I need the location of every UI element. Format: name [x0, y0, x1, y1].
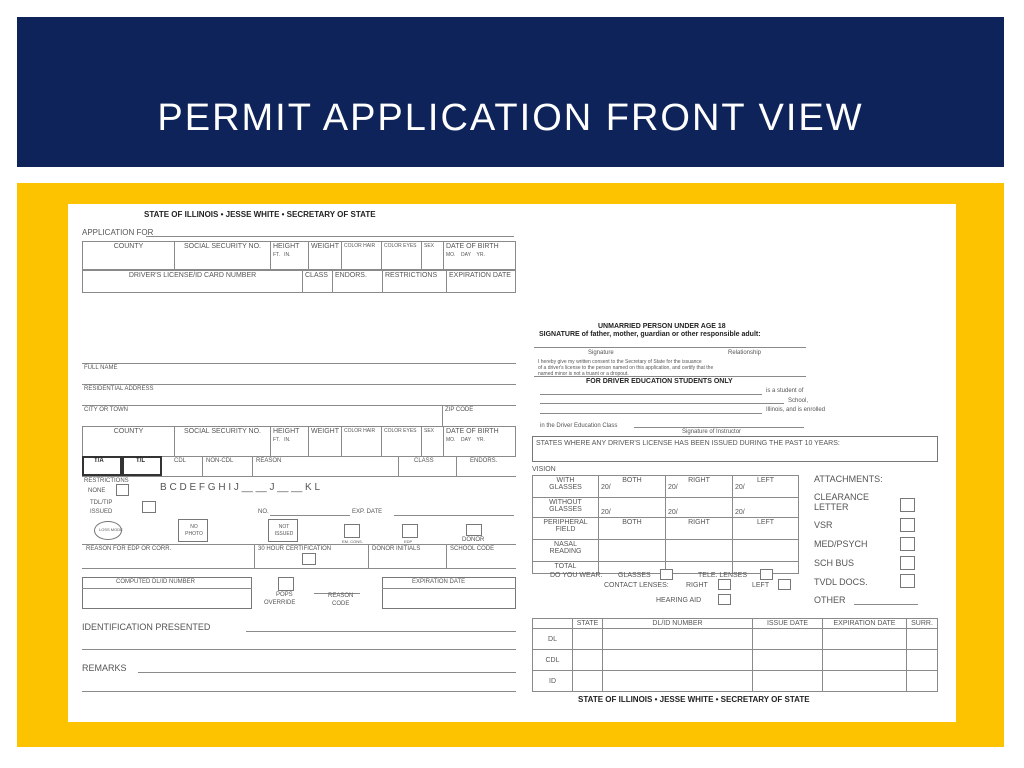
tdl-checkbox[interactable]: [142, 501, 156, 513]
tdl-label: TDL/TIP: [90, 500, 113, 506]
ta-label: T/A: [94, 458, 104, 464]
peripheral-label: PERIPHERAL: [543, 519, 588, 526]
with-label: WITH: [556, 477, 575, 484]
total-cell: TOTAL: [533, 562, 599, 574]
no-label: NO.: [258, 509, 269, 515]
permit-application-form: [68, 204, 956, 722]
history-id-exp: [823, 671, 907, 692]
type-div-4: [456, 456, 457, 476]
history-cdl-number: [603, 650, 753, 671]
not-issued-label: NOT ISSUED: [274, 524, 294, 537]
zip-divider: [442, 405, 443, 426]
vision-table: [532, 475, 799, 574]
with-glasses-label: GLASSES: [549, 484, 582, 491]
application-for-line: [146, 236, 514, 237]
signature-label: Signature: [588, 350, 614, 356]
consent-line-3: named minor is not a truant or a dropout.: [538, 371, 629, 377]
edp-label: EDP: [404, 539, 413, 544]
top-license-row2: [82, 270, 516, 293]
computed-dlid-divider: [82, 588, 252, 589]
wear-label: DO YOU WEAR:: [550, 572, 603, 579]
driver-ed-school: School,: [788, 398, 809, 404]
nasal-right: [666, 540, 733, 562]
tele-label: TELE. LENSES: [698, 572, 748, 579]
exp-line: [394, 515, 514, 516]
without-glasses-label: GLASSES: [549, 506, 582, 513]
restrictions-cell: RESTRICTIONS: [383, 271, 447, 293]
sex-cell: SEX: [422, 242, 444, 270]
other-label: OTHER: [814, 595, 846, 605]
top-license-table: [82, 241, 516, 270]
restriction-letters: B C D E F G H I J __ __ J __ __ K L: [160, 482, 321, 493]
history-cdl-state: [573, 650, 603, 671]
reason-div-1: [254, 544, 255, 568]
history-id-state: [573, 671, 603, 692]
with-left-ratio: 20/: [735, 484, 745, 491]
history-blank-header: [533, 619, 573, 629]
app-dob-day: DAY: [461, 437, 471, 443]
history-cdl-exp: [823, 650, 907, 671]
without-both-cell: 20/: [599, 498, 666, 518]
identification-line: [246, 631, 516, 632]
driver-ed-title: FOR DRIVER EDUCATION STUDENTS ONLY: [586, 378, 733, 385]
with-left-header: LEFT: [756, 477, 775, 484]
consent-line-2: of a driver's license to the person named on this application, and certify that the: [538, 365, 714, 371]
endors-cell: ENDORS.: [333, 271, 383, 293]
contact-left-label: LEFT: [752, 582, 770, 589]
without-glasses-cell: [533, 498, 599, 518]
height-label: HEIGHT: [273, 243, 300, 250]
address-label: RESIDENTIAL ADDRESS: [84, 386, 154, 392]
no-photo-label: NO PHOTO: [185, 524, 203, 537]
peripheral-right: RIGHT: [666, 518, 733, 540]
reading-label: READING: [549, 548, 582, 555]
address-top: [82, 384, 516, 385]
driver-ed-line-2: [540, 403, 784, 404]
without-label: WITHOUT: [549, 499, 582, 506]
application-for-label: APPLICATION FOR: [82, 228, 154, 237]
nasal-both: [599, 540, 666, 562]
remarks-line-2: [82, 691, 516, 692]
reason-row-bottom: [82, 568, 516, 569]
unmarried-subtitle: SIGNATURE of father, mother, guardian or other responsible adult:: [539, 331, 761, 338]
app-weight-cell: WEIGHT: [309, 427, 342, 457]
glasses-checkbox[interactable]: [660, 569, 673, 580]
history-dlid-header: DL/ID NUMBER: [603, 619, 753, 629]
driver-ed-line-1: [540, 394, 762, 395]
with-right-header: RIGHT: [688, 477, 710, 484]
hour-cert-label: 30 HOUR CERTIFICATION: [258, 546, 332, 552]
tvdl-checkbox[interactable]: [900, 574, 915, 588]
type-row-bottom: [82, 476, 516, 477]
peripheral-left: LEFT: [733, 518, 799, 540]
app-dob-yr: YR.: [476, 437, 485, 443]
app-height-in: IN.: [284, 437, 291, 443]
unmarried-title: UNMARRIED PERSON UNDER AGE 18: [598, 323, 726, 330]
pops-label: POPS: [276, 592, 293, 598]
history-id-label: ID: [533, 671, 573, 692]
title-banner: [17, 17, 1004, 167]
noncdl-label: NON-CDL: [206, 458, 234, 464]
without-right-cell: 20/: [666, 498, 733, 518]
with-left-cell: [733, 476, 799, 498]
expiration-cell: EXPIRATION DATE: [447, 271, 516, 293]
computed-reason-label: REASON: [328, 593, 354, 599]
dob-mo: MO.: [446, 252, 456, 258]
none-label: NONE: [88, 488, 106, 494]
pops-checkbox[interactable]: [278, 577, 294, 591]
identification-label: IDENTIFICATION PRESENTED: [82, 622, 211, 632]
history-cdl-label: CDL: [533, 650, 573, 671]
city-label: CITY OR TOWN: [84, 407, 129, 413]
type-div-1: [202, 456, 203, 476]
app-hair-cell: COLOR HAIR: [342, 427, 382, 457]
app-dob-cell: [444, 427, 516, 457]
driver-ed-sig-line: [634, 427, 804, 428]
donor-label: DONOR: [462, 537, 485, 543]
school-code-label: SCHOOL CODE: [450, 546, 495, 552]
donor-initials-label: DONOR INITIALS: [372, 546, 421, 552]
consent-line-1: I hereby give my written consent to the Secretary of State for the issuance: [538, 359, 702, 365]
form-header: STATE OF ILLINOIS • JESSE WHITE • SECRETARY OF STATE: [144, 210, 376, 219]
contact-right-label: RIGHT: [686, 582, 708, 589]
height-ft: FT.: [273, 252, 280, 258]
height-cell: [271, 242, 309, 270]
vsr-label: VSR: [814, 520, 833, 530]
dob-label: DATE OF BIRTH: [446, 243, 499, 250]
app-dob-mo: MO.: [446, 437, 456, 443]
endors-label: ENDORS.: [470, 458, 498, 464]
tvdl-label: TVDL DOCS.: [814, 577, 868, 587]
remarks-label: REMARKS: [82, 663, 127, 673]
peripheral-both: BOTH: [599, 518, 666, 540]
county-cell: COUNTY: [83, 242, 175, 270]
contact-right-checkbox[interactable]: [718, 579, 731, 590]
cdl-label: CDL: [174, 458, 187, 464]
issued-label: ISSUED: [90, 509, 113, 515]
driver-ed-line-3: [540, 413, 762, 414]
edp-checkbox[interactable]: [402, 524, 418, 538]
letter-label: LETTER: [814, 502, 849, 512]
identification-line-2: [82, 649, 516, 650]
driver-ed-class: in the Driver Education Class: [540, 423, 618, 429]
weight-cell: WEIGHT: [309, 242, 342, 270]
without-left-cell: 20/: [733, 498, 799, 518]
computed-code-label: CODE: [332, 601, 350, 607]
peripheral-cell: [533, 518, 599, 540]
states-label: STATES WHERE ANY DRIVER'S LICENSE HAS BEEN ISSUED DURING THE PAST 10 YEARS:: [536, 440, 840, 447]
dob-yr: YR.: [476, 252, 485, 258]
computed-dlid-label: COMPUTED DL/ID NUMBER: [116, 579, 196, 585]
exp-label: EXP. DATE: [352, 509, 383, 515]
nasal-left: [733, 540, 799, 562]
form-footer: STATE OF ILLINOIS • JESSE WHITE • SECRETARY OF STATE: [578, 695, 810, 704]
history-id-issue: [753, 671, 823, 692]
full-name-label: FULL NAME: [84, 365, 118, 371]
tl-label: T/L: [136, 458, 145, 464]
history-dl-label: DL: [533, 629, 573, 650]
hour-cert-checkbox[interactable]: [302, 553, 316, 565]
em-cons-checkbox[interactable]: [344, 524, 360, 538]
vsr-checkbox[interactable]: [900, 518, 915, 532]
history-dl-state: [573, 629, 603, 650]
signature-line: [534, 347, 806, 348]
history-id-surr: [907, 671, 938, 692]
driver-ed-illinois: Illinois, and is enrolled: [766, 407, 826, 413]
full-name-top: [82, 363, 516, 364]
app-county-cell: COUNTY: [83, 427, 175, 457]
driver-ed-student: is a student of: [766, 388, 804, 394]
app-dob-label: DATE OF BIRTH: [446, 428, 499, 435]
history-cdl-issue: [753, 650, 823, 671]
expiration-label: EXPIRATION DATE: [412, 579, 466, 585]
dl-number-cell: DRIVER'S LICENSE/ID CARD NUMBER: [83, 271, 303, 293]
with-both-ratio: 20/: [601, 484, 611, 491]
history-state-header: STATE: [573, 619, 603, 629]
class-cell: CLASS: [303, 271, 333, 293]
driver-ed-top-line: [534, 376, 806, 377]
hair-cell: COLOR HAIR: [342, 242, 382, 270]
with-glasses-cell: [533, 476, 599, 498]
app-ssn-cell: SOCIAL SECURITY NO.: [175, 427, 271, 457]
relationship-label: Relationship: [728, 350, 762, 356]
type-div-2: [252, 456, 253, 476]
reason-edp-label: REASON FOR EDP OR CORR.: [86, 546, 172, 552]
history-cdl-surr: [907, 650, 938, 671]
history-dl-number: [603, 629, 753, 650]
other-line: [854, 604, 918, 605]
height-in: IN.: [284, 252, 291, 258]
sch-bus-label: SCH BUS: [814, 558, 855, 568]
remarks-line: [138, 672, 516, 673]
app-height-ft: FT.: [273, 437, 280, 443]
applicant-detail-table: [82, 426, 516, 457]
dob-day: DAY: [461, 252, 471, 258]
hearing-checkbox[interactable]: [718, 594, 731, 605]
license-history-table: [532, 618, 938, 692]
app-height-label: HEIGHT: [273, 428, 300, 435]
reason-div-2: [368, 544, 369, 568]
em-cons-label: EM. CONS.: [342, 539, 363, 544]
with-right-ratio: 20/: [668, 484, 678, 491]
ssn-cell: SOCIAL SECURITY NO.: [175, 242, 271, 270]
tele-checkbox[interactable]: [760, 569, 773, 580]
nasal-cell: [533, 540, 599, 562]
restrictions-label: RESTRICTIONS: [84, 478, 129, 484]
app-sex-cell: SEX: [422, 427, 444, 457]
reason-row-top: [82, 544, 516, 545]
dob-cell: [444, 242, 516, 270]
med-psych-label: MED/PSYCH: [814, 539, 868, 549]
app-eyes-cell: COLOR EYES: [382, 427, 422, 457]
nasal-label: NASAL: [554, 541, 577, 548]
driver-ed-sig: Signature of Instructor: [682, 429, 742, 435]
history-issue-header: ISSUE DATE: [753, 619, 823, 629]
donor-checkbox[interactable]: [466, 524, 482, 536]
with-right-cell: [666, 476, 733, 498]
contact-label: CONTACT LENSES:: [604, 582, 669, 589]
history-id-number: [603, 671, 753, 692]
history-exp-header: EXPIRATION DATE: [823, 619, 907, 629]
slide-title: PERMIT APPLICATION FRONT VIEW: [157, 97, 864, 139]
eyes-cell: COLOR EYES: [382, 242, 422, 270]
vision-title: VISION: [532, 466, 556, 473]
contact-left-checkbox[interactable]: [778, 579, 791, 590]
class-label: CLASS: [414, 458, 434, 464]
field-label: FIELD: [555, 526, 576, 533]
reason-div-3: [446, 544, 447, 568]
expiration-divider: [382, 588, 516, 589]
history-dl-exp: [823, 629, 907, 650]
clearance-checkbox[interactable]: [900, 498, 915, 512]
loss-mode-label: LOSS MODE: [99, 527, 123, 532]
hearing-label: HEARING AID: [656, 597, 702, 604]
clearance-label: CLEARANCE: [814, 492, 870, 502]
zip-label: ZIP CODE: [445, 407, 474, 413]
attachments-title: ATTACHMENTS:: [814, 474, 883, 484]
sch-bus-checkbox[interactable]: [900, 556, 915, 570]
med-psych-checkbox[interactable]: [900, 537, 915, 551]
override-label: OVERRIDE: [264, 600, 296, 606]
with-both-header: BOTH: [622, 477, 642, 484]
history-surr-header: SURR.: [907, 619, 938, 629]
city-top: [82, 405, 516, 406]
reason-label: REASON: [256, 458, 282, 464]
no-line: [270, 515, 350, 516]
app-height-cell: [271, 427, 309, 457]
history-dl-surr: [907, 629, 938, 650]
type-div-3: [398, 456, 399, 476]
glasses-label: GLASSES: [618, 572, 651, 579]
history-dl-issue: [753, 629, 823, 650]
with-both-cell: [599, 476, 666, 498]
none-checkbox[interactable]: [116, 484, 129, 496]
